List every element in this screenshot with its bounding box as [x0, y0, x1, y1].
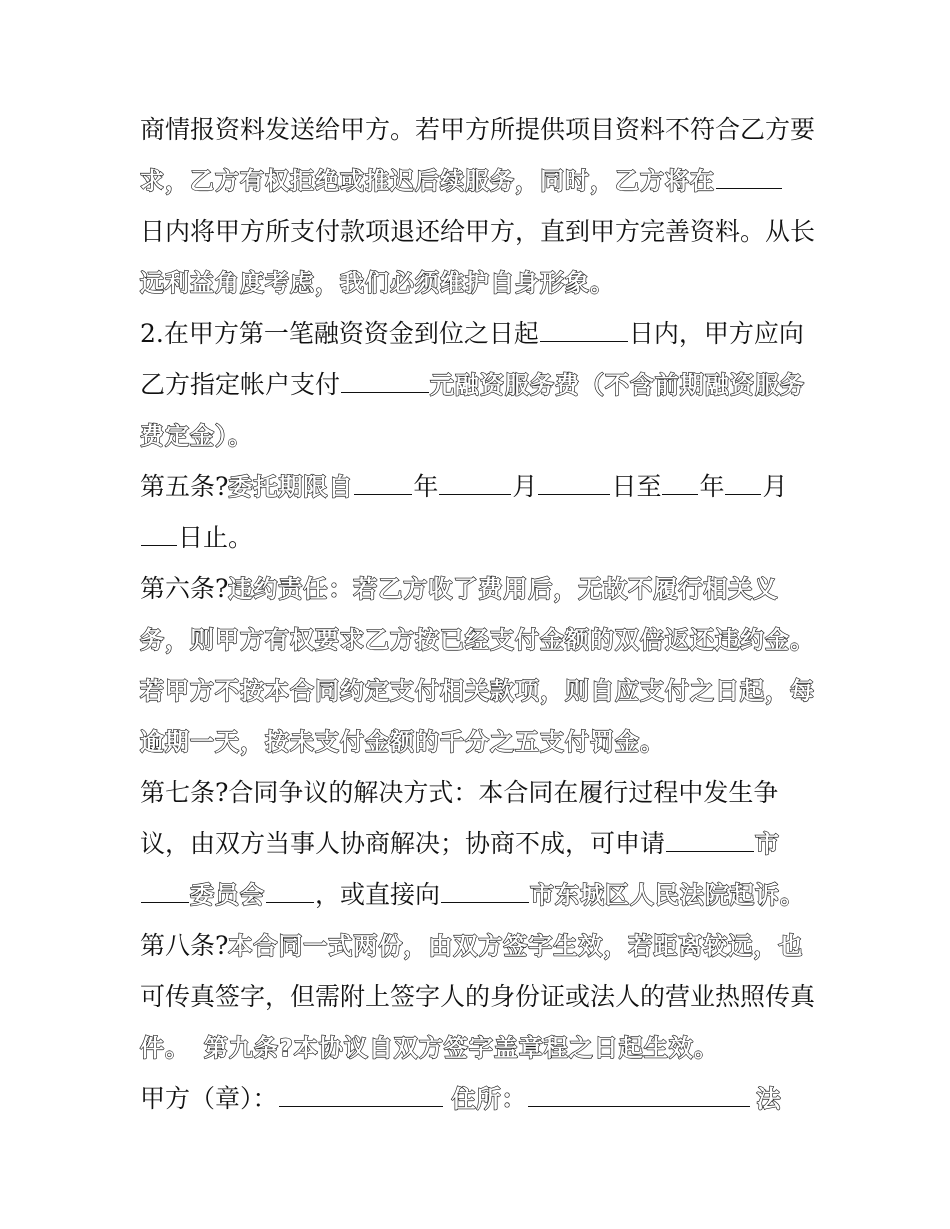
fill-in-blank[interactable] [441, 880, 529, 903]
text-segment: 住所： [451, 1085, 527, 1113]
text-segment: 月 [762, 472, 788, 501]
text-line-6 [140, 359, 820, 410]
fill-in-blank[interactable] [725, 472, 761, 495]
fill-in-blank[interactable] [341, 370, 429, 393]
text-segment: 第九条?本协议自双方签字盖章程之日起生效。 [204, 1034, 719, 1062]
fill-in-blank[interactable] [439, 472, 511, 495]
text-segment: 日至 [611, 472, 662, 501]
text-segment: 第六条? [140, 574, 229, 603]
text-line-7 [140, 410, 820, 461]
text-segment: 乙方指定帐户支付 [140, 370, 341, 399]
text-segment: 市 [755, 830, 781, 858]
text-segment: 商情报资料发送给甲方。若甲方所提供项目资料不符合乙方要 [140, 115, 816, 144]
text-segment: 务，则甲方有权要求乙方按已经支付金额的双倍返还违约金。 [140, 626, 815, 654]
text-segment: 本合同一式两份，由双方签字生效，若距离较远，也 [228, 932, 804, 960]
fill-in-blank[interactable] [538, 472, 610, 495]
text-line-10 [140, 563, 820, 614]
text-line-18 [140, 971, 820, 1022]
text-line-14 [140, 767, 820, 818]
fill-in-blank[interactable] [141, 880, 189, 903]
contract-text [140, 104, 820, 1124]
fill-in-blank[interactable] [540, 319, 628, 342]
text-line-2 [140, 155, 820, 206]
text-line-8 [140, 461, 820, 512]
fill-in-blank[interactable] [528, 1084, 750, 1107]
text-segment: 委员会 [190, 881, 265, 909]
text-segment: 违约责任：若乙方收了费用后，无故不履行相关义 [228, 575, 779, 603]
text-segment: 远利益角度考虑，我们必须维护自身形象。 [140, 269, 615, 297]
text-segment: 件。 [140, 1034, 190, 1062]
fill-in-blank[interactable] [666, 829, 754, 852]
text-segment: 费定金）。 [140, 422, 253, 450]
text-segment: 第八条? [140, 931, 229, 960]
text-line-3 [140, 206, 820, 257]
text-segment: 第五条? [140, 472, 229, 501]
text-segment: 逾期一天，按未支付金额的千分之五支付罚金。 [140, 728, 665, 756]
text-segment: 法 [756, 1085, 782, 1113]
text-segment: ，或直接向 [315, 880, 441, 909]
text-line-20 [140, 1073, 820, 1124]
fill-in-blank[interactable] [716, 166, 782, 189]
text-segment: 市东城区人民法院起诉。 [530, 881, 806, 909]
text-line-17 [140, 920, 820, 971]
fill-in-blank[interactable] [662, 472, 698, 495]
text-line-13 [140, 716, 820, 767]
text-segment: 月 [512, 472, 538, 501]
fill-in-blank[interactable] [266, 880, 314, 903]
text-segment: 日内将甲方所支付款项退还给甲方，直到甲方完善资料。从长 [140, 217, 816, 246]
text-segment: 求，乙方有权拒绝或推迟后续服务，同时，乙方将在 [140, 167, 715, 195]
text-line-5 [140, 308, 820, 359]
text-line-12 [140, 665, 820, 716]
fill-in-blank[interactable] [279, 1084, 443, 1107]
text-line-16 [140, 869, 820, 920]
text-line-1 [140, 104, 820, 155]
text-line-11 [140, 614, 820, 665]
text-segment: 议，由双方当事人协商解决；协商不成，可申请 [140, 829, 666, 858]
text-line-15 [140, 818, 820, 869]
text-line-9 [140, 512, 820, 563]
fill-in-blank[interactable] [141, 523, 177, 546]
fill-in-blank[interactable] [354, 472, 412, 495]
text-segment: 甲方（章）： [140, 1084, 278, 1113]
text-segment: 若甲方不按本合同约定支付相关款项，则自应支付之日起，每 [140, 677, 815, 705]
text-segment: 日止。 [178, 523, 254, 552]
text-segment: 日内，甲方应向 [628, 319, 804, 348]
text-segment: 2.在甲方第一笔融资资金到位之日起 [140, 319, 539, 348]
text-line-4 [140, 257, 820, 308]
text-segment: 年 [413, 472, 439, 501]
text-segment: 年 [699, 472, 725, 501]
text-segment: 可传真签字，但需附上签字人的身份证或法人的营业热照传真 [140, 982, 816, 1011]
text-segment: 元融资服务费（不含前期融资服务 [430, 371, 806, 399]
text-segment: 第七条?合同争议的解决方式：本合同在履行过程中发生争 [140, 778, 779, 807]
text-segment: 委托期限自 [228, 473, 354, 501]
text-line-19 [140, 1022, 820, 1073]
